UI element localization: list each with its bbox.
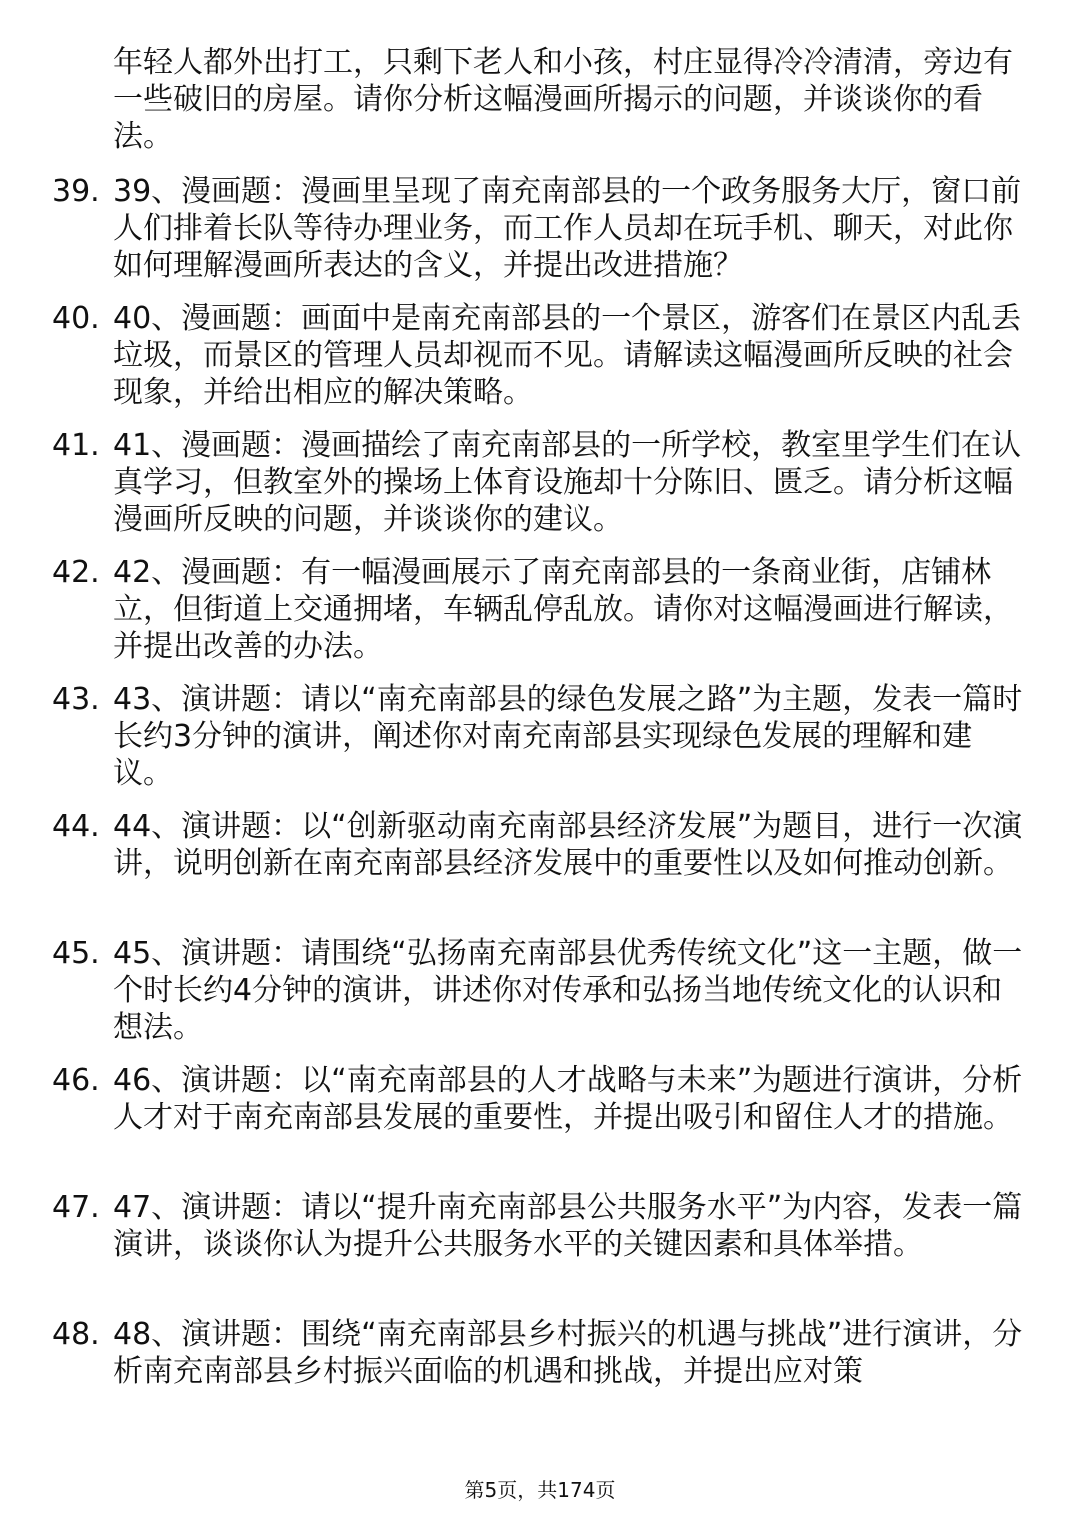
question-number: 39. [52, 174, 100, 209]
question-text: 46、演讲题：以“南充南部县的人才战略与未来”为题进行演讲，分析人才对于南充南部县发展的重要性，并提出吸引和留住人才的措施。 [113, 1063, 1023, 1135]
question-item [0, 173, 1080, 284]
question-text: 47、演讲题：请以“提升南充南部县公共服务水平”为内容，发表一篇演讲，谈谈你认为提升公共服务水平的关键因素和具体举措。 [113, 1190, 1023, 1262]
question-number: 45. [52, 936, 100, 971]
question-item [0, 1316, 1080, 1427]
question-item [0, 554, 1080, 665]
question-number: 40. [52, 301, 100, 336]
question-text: 39、漫画题：漫画里呈现了南充南部县的一个政务服务大厅，窗口前人们排着长队等待办理业务，而工作人员却在玩手机、聊天，对此你如何理解漫画所表达的含义，并提出改进措施？ [113, 174, 1022, 283]
question-item [0, 1062, 1080, 1173]
question-number: 46. [52, 1063, 100, 1098]
intro-paragraph: 年轻人都外出打工，只剩下老人和小孩，村庄显得冷冷清清，旁边有一些破旧的房屋。请你分析这幅漫画所揭示的问题，并谈谈你的看法。 [113, 45, 1013, 154]
question-list [0, 173, 1080, 1443]
question-item [0, 427, 1080, 538]
question-text: 43、演讲题：请以“南充南部县的绿色发展之路”为主题，发表一篇时长约3分钟的演讲，阐述你对南充南部县实现绿色发展的理解和建议。 [113, 682, 1023, 791]
question-number: 44. [52, 809, 100, 844]
question-text: 44、演讲题：以“创新驱动南充南部县经济发展”为题目，进行一次演讲，说明创新在南充南部县经济发展中的重要性以及如何推动创新。 [113, 809, 1023, 881]
question-number: 43. [52, 682, 100, 717]
question-number: 42. [52, 555, 100, 590]
page-footer: 第5页，共174页 [464, 1478, 616, 1502]
question-item [0, 1189, 1080, 1300]
question-text: 42、漫画题：有一幅漫画展示了南充南部县的一条商业街，店铺林立，但街道上交通拥堵，车辆乱停乱放。请你对这幅漫画进行解读，并提出改善的办法。 [113, 555, 1013, 664]
question-item [0, 681, 1080, 792]
question-number: 48. [52, 1317, 100, 1352]
question-text: 48、演讲题：围绕“南充南部县乡村振兴的机遇与挑战”进行演讲，分析南充南部县乡村振兴面临的机遇和挑战，并提出应对策 [113, 1317, 1023, 1389]
question-text: 41、漫画题：漫画描绘了南充南部县的一所学校，教室里学生们在认真学习，但教室外的操场上体育设施却十分陈旧、匮乏。请分析这幅漫画所反映的问题，并谈谈你的建议。 [113, 428, 1022, 537]
question-text: 45、演讲题：请围绕“弘扬南充南部县优秀传统文化”这一主题，做一个时长约4分钟的演讲，讲述你对传承和弘扬当地传统文化的认识和想法。 [113, 936, 1023, 1045]
question-item [0, 300, 1080, 411]
question-number: 41. [52, 428, 100, 463]
question-item [0, 808, 1080, 919]
question-number: 47. [52, 1190, 100, 1225]
question-item [0, 935, 1080, 1046]
question-text: 40、漫画题：画面中是南充南部县的一个景区，游客们在景区内乱丢垃圾，而景区的管理人员却视而不见。请解读这幅漫画所反映的社会现象，并给出相应的解决策略。 [113, 301, 1022, 410]
